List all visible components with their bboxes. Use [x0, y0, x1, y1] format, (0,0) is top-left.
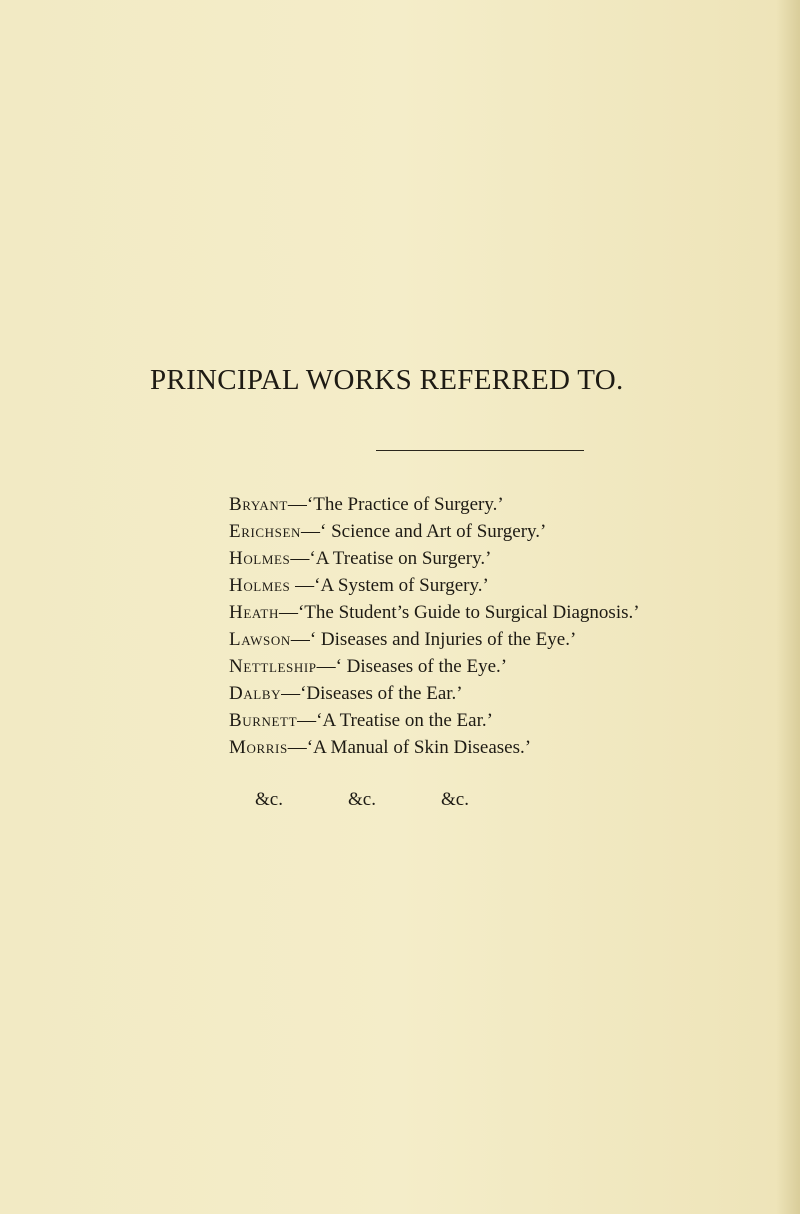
author-name: Erichsen	[229, 521, 302, 542]
work-title: ‘A Treatise on the Ear.’	[316, 710, 493, 731]
et-cetera: &c.	[255, 789, 283, 810]
et-cetera-line	[255, 789, 534, 811]
author-name: Nettleship	[229, 656, 317, 677]
list-item	[229, 545, 640, 572]
separator: —	[281, 683, 301, 704]
author-name: Lawson	[229, 629, 291, 650]
work-title: ‘The Student’s Guide to Surgical Diagnosis.’	[297, 602, 640, 623]
separator: —	[290, 548, 310, 569]
et-cetera: &c.	[348, 789, 376, 810]
et-cetera: &c.	[441, 789, 469, 810]
list-item	[229, 518, 640, 545]
author-name: Heath	[229, 602, 279, 623]
separator: —	[278, 602, 298, 623]
works-list	[229, 491, 640, 761]
work-title: ‘A System of Surgery.’	[314, 575, 489, 596]
work-title: ‘A Manual of Skin Diseases.’	[306, 737, 532, 758]
separator: —	[290, 629, 310, 650]
separator: —	[297, 710, 317, 731]
list-item	[229, 599, 640, 626]
separator: —	[287, 494, 307, 515]
work-title: ‘ Science and Art of Surgery.’	[320, 521, 547, 542]
page-title: PRINCIPAL WORKS REFERRED TO.	[150, 364, 624, 396]
work-title: ‘A Treatise on Surgery.’	[309, 548, 492, 569]
author-name: Bryant	[229, 494, 288, 515]
list-item	[229, 626, 640, 653]
separator: —	[301, 521, 321, 542]
list-item	[229, 491, 640, 518]
work-title: ‘ Diseases of the Eye.’	[335, 656, 508, 677]
separator: —	[316, 656, 336, 677]
list-item	[229, 707, 640, 734]
author-name: Morris	[229, 737, 288, 758]
author-name: Dalby	[229, 683, 282, 704]
author-name: Burnett	[229, 710, 298, 731]
work-title: ‘Diseases of the Ear.’	[300, 683, 463, 704]
list-item	[229, 680, 640, 707]
separator: —	[290, 575, 315, 596]
author-name: Holmes	[229, 548, 291, 569]
author-name: Holmes	[229, 575, 291, 596]
title-rule	[376, 450, 584, 451]
list-item	[229, 572, 640, 599]
list-item	[229, 734, 640, 761]
work-title: ‘ Diseases and Injuries of the Eye.’	[309, 629, 577, 650]
list-item	[229, 653, 640, 680]
work-title: ‘The Practice of Surgery.’	[306, 494, 504, 515]
separator: —	[287, 737, 307, 758]
